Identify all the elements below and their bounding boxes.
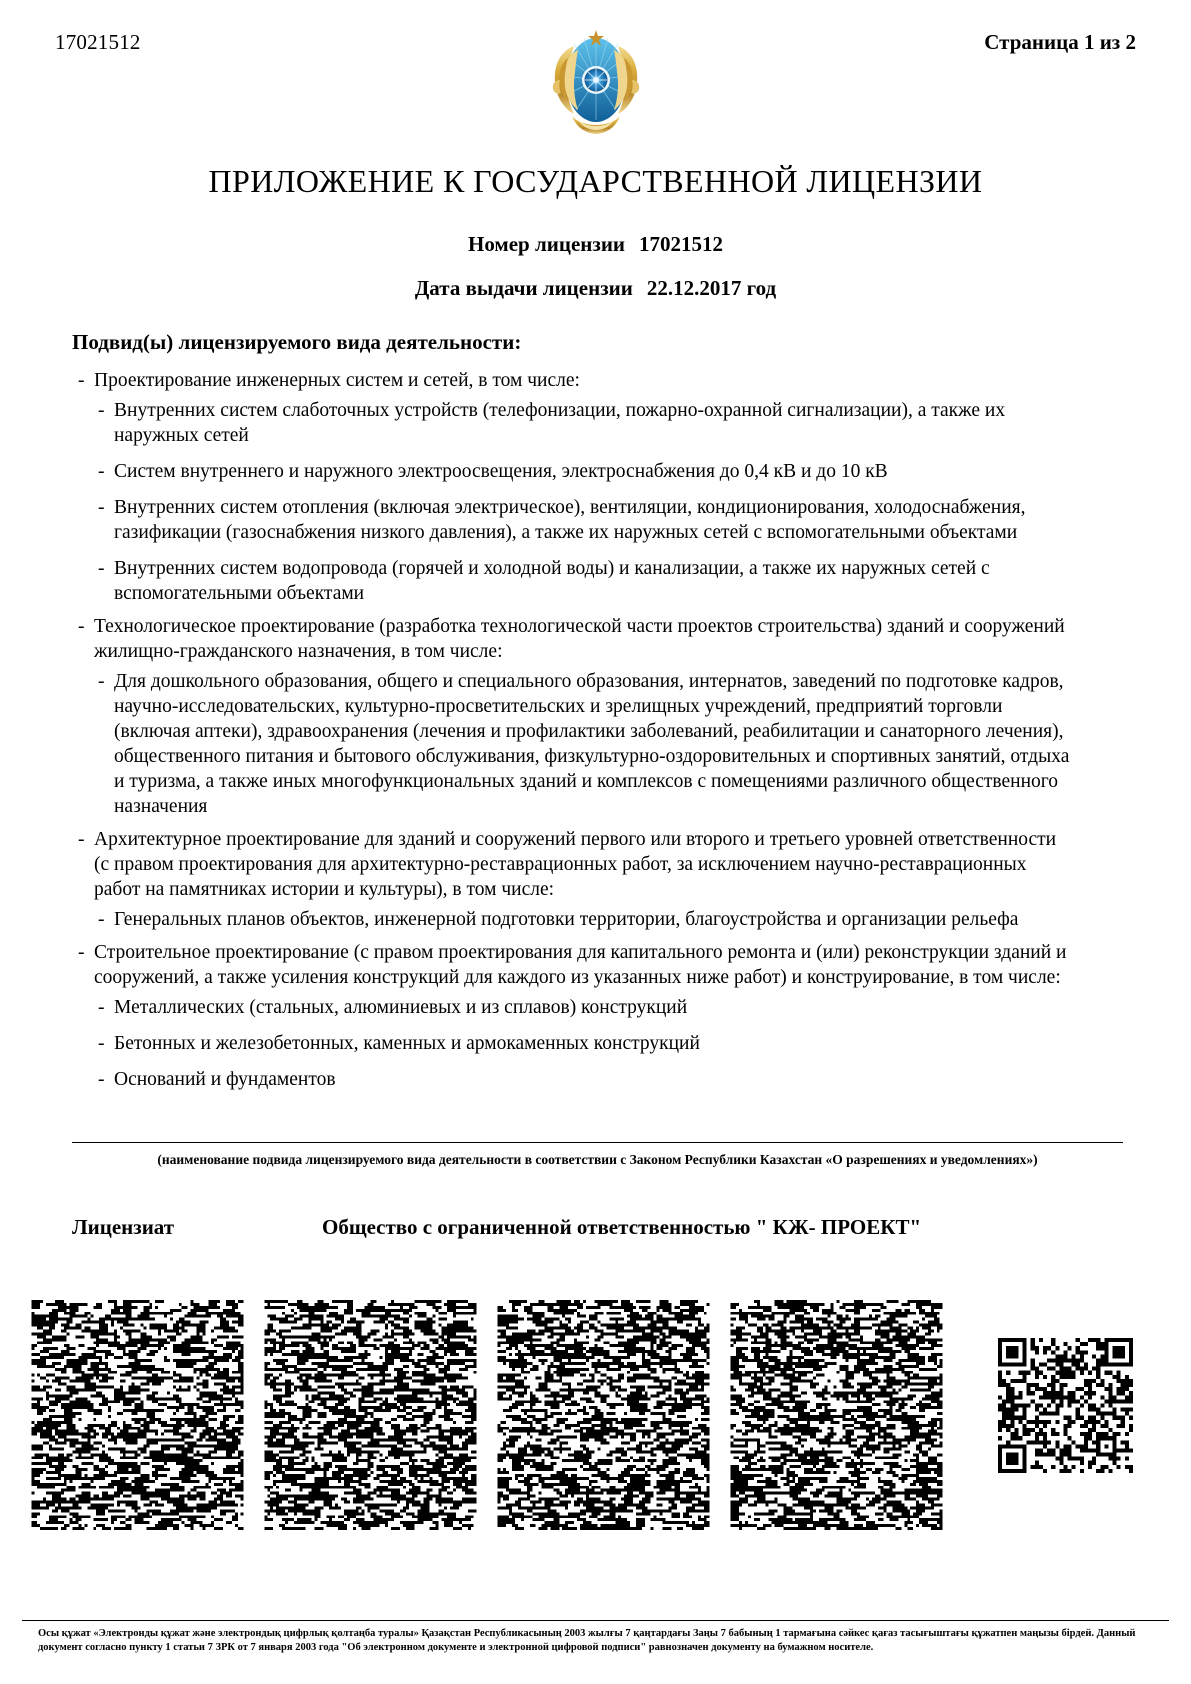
barcode-strip xyxy=(30,1300,1030,1530)
bullet-dash-icon: - xyxy=(98,909,105,930)
subtype-item-label: Технологическое проектирование (разработка технологической части проектов строительства) зданий и сооружений жилищно-гражданского назначения, в том числе: xyxy=(94,616,1065,662)
license-number-value: 17021512 xyxy=(639,232,724,256)
subtype-children xyxy=(92,669,1072,819)
subtype-subitem xyxy=(92,495,1072,545)
subtype-item-label: Строительное проектирование (с правом проектирования для капитального ремонта и (или) реконструкции зданий и сооружений, а также усиления конструкций для каждого из указанных ниже работ) и конструирование, в том числе: xyxy=(94,942,1067,988)
qr-code-icon xyxy=(998,1338,1133,1473)
license-number-label: Номер лицензии xyxy=(467,232,626,256)
license-number-line xyxy=(0,232,1191,257)
subtype-item-label: Архитектурное проектирование для зданий и сооружений первого или второго и третьего уровней ответственности (с правом проектирования для архитектурно-реставрационных работ, за исключением научно-реставрационных работ на памятниках истории и культуры), в том числе: xyxy=(94,829,1057,900)
bullet-dash-icon: - xyxy=(98,997,105,1018)
subtype-item-label: Проектирование инженерных систем и сетей, в том числе: xyxy=(94,370,580,391)
subtype-item xyxy=(72,368,1072,393)
licensee-row xyxy=(72,1215,1123,1245)
subtype-subitem xyxy=(92,459,1072,484)
bullet-dash-icon: - xyxy=(78,616,85,637)
bullet-dash-icon: - xyxy=(98,1033,105,1054)
licensee-label: Лицензиат xyxy=(72,1215,175,1239)
subtypes-list xyxy=(72,368,1072,1100)
subtype-subitem xyxy=(92,556,1072,606)
qr-code-container xyxy=(998,1338,1133,1473)
barcode-block-icon xyxy=(729,1300,944,1530)
subtype-subitem xyxy=(92,398,1072,448)
legal-text: Осы құжат «Электронды құжат және электрондық цифрлық қолтаңба туралы» Қазақстан Республикасының 2003 жылғы 7 қаңтардағы Заңы 7 бабының 1 тармағына сәйкес қағаз тасығыштағы құжатпен маңызы бірдей. Данный документ согласно пункту 1 статьи 7 ЗРК от 7 января 2003 года "Об электронном документе и электронной цифровой подписи" равнозначен документу на бумажном носителе. xyxy=(38,1628,1136,1653)
bullet-dash-icon: - xyxy=(78,942,85,963)
footnote-divider xyxy=(72,1142,1123,1143)
emblem-container xyxy=(0,28,1191,146)
subtype-subitem-label: Металлических (стальных, алюминиевых и из сплавов) конструкций xyxy=(114,997,688,1018)
bullet-dash-icon: - xyxy=(98,1069,105,1090)
legal-divider xyxy=(22,1620,1169,1621)
subtype-children xyxy=(92,907,1072,932)
subtype-subitem xyxy=(92,995,1072,1020)
subtype-children xyxy=(92,398,1072,606)
subtype-item xyxy=(72,827,1072,902)
subtype-item xyxy=(72,614,1072,664)
kazakhstan-state-emblem-icon xyxy=(544,28,648,146)
bullet-dash-icon: - xyxy=(98,461,105,482)
subtype-subitem-label: Бетонных и железобетонных, каменных и армокаменных конструкций xyxy=(114,1033,700,1054)
subtype-subitem-label: Систем внутреннего и наружного электроосвещения, электроснабжения до 0,4 кВ и до 10 кВ xyxy=(114,461,888,482)
subtype-subitem xyxy=(92,907,1072,932)
bullet-dash-icon: - xyxy=(98,558,105,579)
subtype-subitem-label: Генеральных планов объектов, инженерной подготовки территории, благоустройства и организации рельефа xyxy=(114,909,1019,930)
bullet-dash-icon: - xyxy=(98,671,105,692)
subtype-subitem-label: Внутренних систем слаботочных устройств (телефонизации, пожарно-охранной сигнализации), а также их наружных сетей xyxy=(114,400,1006,446)
subtype-subitem-label: Внутренних систем водопровода (горячей и холодной воды) и канализации, а также их наружных сетей с вспомогательными объектами xyxy=(114,558,990,604)
bullet-dash-icon: - xyxy=(98,400,105,421)
licensee-value: Общество с ограниченной ответственностью " КЖ- ПРОЕКТ" xyxy=(322,1215,922,1239)
barcode-block-icon xyxy=(496,1300,711,1530)
bullet-dash-icon: - xyxy=(98,497,105,518)
page-title: ПРИЛОЖЕНИЕ К ГОСУДАРСТВЕННОЙ ЛИЦЕНЗИИ xyxy=(208,163,983,199)
subtype-subitem xyxy=(92,1031,1072,1056)
subtype-subitem-label: Внутренних систем отопления (включая электрическое), вентиляции, кондиционирования, холодоснабжения, газификации (газоснабжения низкого давления), а также их наружных сетей с вспомогательными объектами xyxy=(114,497,1026,543)
page-indicator: Страница 1 из 2 xyxy=(984,30,1136,54)
license-date-label: Дата выдачи лицензии xyxy=(414,276,633,300)
section-heading: Подвид(ы) лицензируемого вида деятельности: xyxy=(72,330,522,354)
document-number: 17021512 xyxy=(55,30,141,54)
footnote-text: (наименование подвида лицензируемого вида деятельности в соответствии с Законом Республики Казахстан «О разрешениях и уведомлениях») xyxy=(157,1152,1038,1167)
license-date-value: 22.12.2017 год xyxy=(646,276,777,300)
bullet-dash-icon: - xyxy=(78,829,85,850)
subtype-subitem xyxy=(92,1067,1072,1092)
subtype-children xyxy=(92,995,1072,1092)
barcode-block-icon xyxy=(263,1300,478,1530)
subtype-item xyxy=(72,940,1072,990)
subtype-subitem-label: Для дошкольного образования, общего и специального образования, интернатов, заведений по подготовке кадров, научно-исследовательских, культурно-просветительских и зрелищных учреждений, предприятий торговли (включая аптеки), здравоохранения (лечения и профилактики заболеваний, реабилитации и санаторного лечения), общественного питания и бытового обслуживания, физкультурно-оздоровительных и спортивных занятий, отдыха и туризма, а также иных многофункциональных зданий и комплексов с помещениями различного общественного назначения xyxy=(114,671,1070,817)
bullet-dash-icon: - xyxy=(78,370,85,391)
subtype-subitem xyxy=(92,669,1072,819)
barcode-block-icon xyxy=(30,1300,245,1530)
license-date-line xyxy=(0,276,1191,301)
subtype-subitem-label: Оснований и фундаментов xyxy=(114,1069,336,1090)
